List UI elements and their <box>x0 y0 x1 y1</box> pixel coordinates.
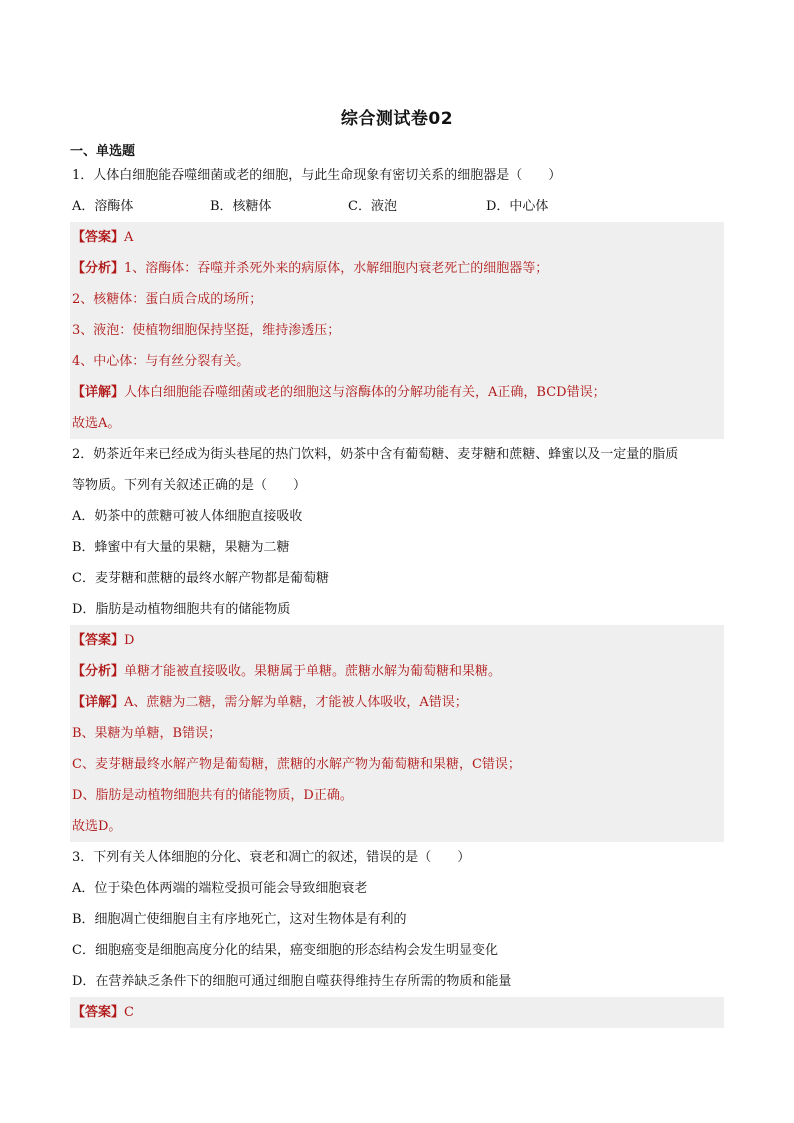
q2-detail-line: C、麦芽糖最终水解产物是葡萄糖，蔗糖的水解产物为葡萄糖和果糖，C错误； <box>70 749 724 780</box>
q1-option-a: A．溶酶体 <box>72 199 134 214</box>
q1-answer <box>70 222 724 253</box>
answer-tag: 【答案】 <box>72 633 125 648</box>
q1-analysis <box>70 253 724 284</box>
section-heading: 一、单选题 <box>70 144 136 159</box>
page-title: 综合测试卷02 <box>340 109 454 129</box>
analysis-text: 1、溶酶体：吞噬并杀死外来的病原体，水解细胞内衰老死亡的细胞器等； <box>124 261 549 276</box>
q1-options <box>70 191 724 222</box>
analysis-tag: 【分析】 <box>72 664 125 679</box>
q2-option-c: C．麦芽糖和蔗糖的最终水解产物都是葡萄糖 <box>72 571 329 586</box>
q1-option-c: C．液泡 <box>348 199 397 214</box>
detail-tag: 【详解】 <box>72 385 125 400</box>
detail-text: A、蔗糖为二糖，需分解为单糖，才能被人体吸收，A错误； <box>124 695 468 710</box>
detail-text: 人体白细胞能吞噬细菌或老的细胞这与溶酶体的分解功能有关，A正确，BCD错误； <box>124 385 606 400</box>
q2-option-d: D．脂肪是动植物细胞共有的储能物质 <box>72 602 291 617</box>
q1-conclusion: 故选A。 <box>70 408 724 439</box>
answer-tag: 【答案】 <box>72 230 125 245</box>
q1-option-b: B．核糖体 <box>210 199 272 214</box>
q1-stem: 1．人体白细胞能吞噬细菌或老的细胞，与此生命现象有密切关系的细胞器是（ ） <box>72 168 562 183</box>
analysis-tag: 【分析】 <box>72 261 125 276</box>
answer-value: D <box>124 633 135 648</box>
q1-analysis-line: 2、核糖体：蛋白质合成的场所； <box>70 284 724 315</box>
q2-option-b: B．蜂蜜中有大量的果糖，果糖为二糖 <box>72 540 290 555</box>
q1-analysis-line: 4、中心体：与有丝分裂有关。 <box>70 346 724 377</box>
q2-answer <box>70 625 724 656</box>
detail-tag: 【详解】 <box>72 695 125 710</box>
q2-analysis <box>70 656 724 687</box>
q2-detail-line: D、脂肪是动植物细胞共有的储能物质，D正确。 <box>70 780 724 811</box>
q2-stem-cont: 等物质。下列有关叙述正确的是（ ） <box>72 478 307 493</box>
q3-option-d: D．在营养缺乏条件下的细胞可通过细胞自噬获得维持生存所需的物质和能量 <box>72 974 512 989</box>
q2-stem: 2．奶茶近年来已经成为街头巷尾的热门饮料，奶茶中含有葡萄糖、麦芽糖和蔗糖、蜂蜜以及一定量的脂质 <box>72 447 679 462</box>
q3-option-b: B．细胞凋亡使细胞自主有序地死亡，这对生物体是有利的 <box>72 912 407 927</box>
q3-stem: 3．下列有关人体细胞的分化、衰老和凋亡的叙述，错误的是（ ） <box>72 850 471 865</box>
q2-conclusion: 故选D。 <box>70 811 724 842</box>
q1-analysis-line: 3、液泡：使植物细胞保持坚挺，维持渗透压； <box>70 315 724 346</box>
answer-value: A <box>124 230 134 245</box>
q3-option-c: C．细胞癌变是细胞高度分化的结果，癌变细胞的形态结构会发生明显变化 <box>72 943 498 958</box>
questions <box>70 160 724 1028</box>
answer-value: C <box>124 1005 134 1020</box>
q2-detail <box>70 687 724 718</box>
q1-option-d: D．中心体 <box>486 199 549 214</box>
q2-option-a: A．奶茶中的蔗糖可被人体细胞直接吸收 <box>72 509 303 524</box>
q1-detail <box>70 377 724 408</box>
q3-option-a: A．位于染色体两端的端粒受损可能会导致细胞衰老 <box>72 881 368 896</box>
q2-detail-line: B、果糖为单糖，B错误； <box>70 718 724 749</box>
analysis-text: 单糖才能被直接吸收。果糖属于单糖。蔗糖水解为葡萄糖和果糖。 <box>124 664 502 679</box>
q3-answer <box>70 997 724 1028</box>
answer-tag: 【答案】 <box>72 1005 125 1020</box>
